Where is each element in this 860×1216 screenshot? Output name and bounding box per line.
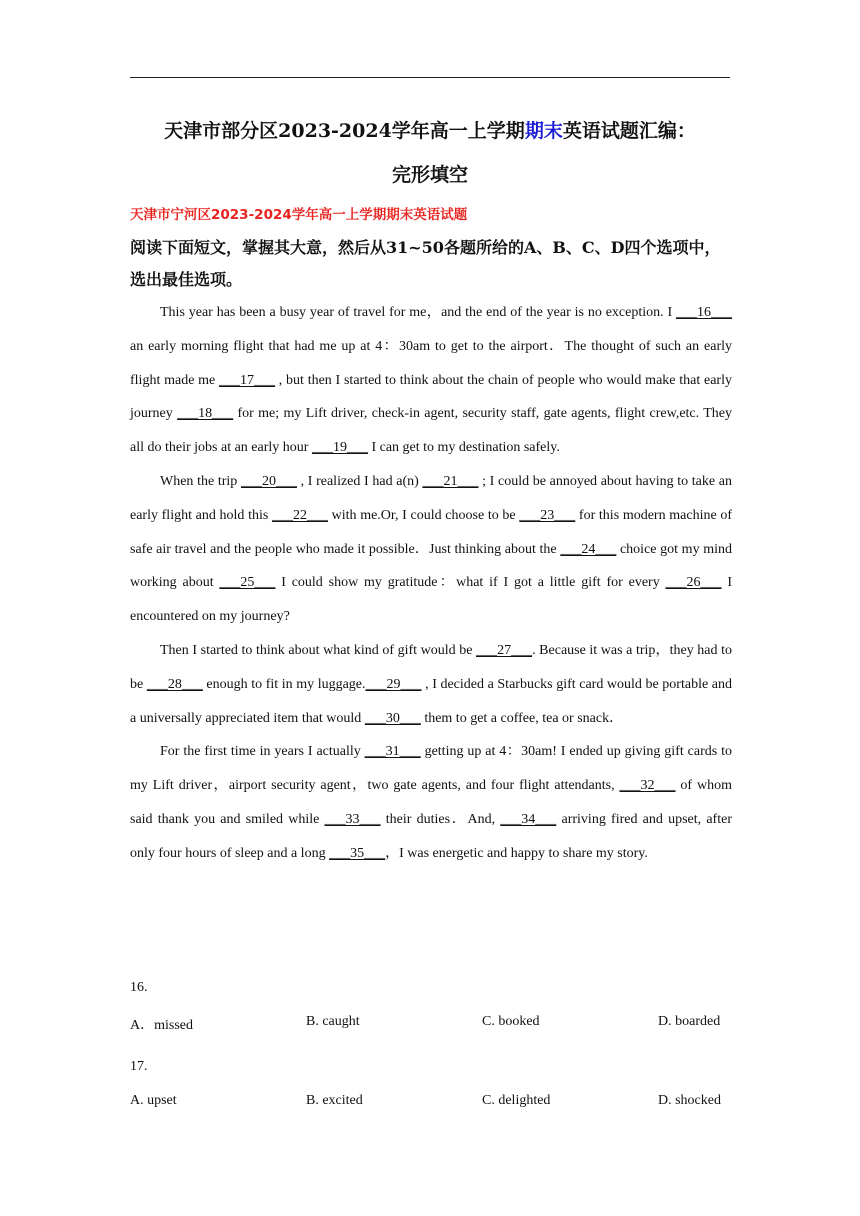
passage-text: Then I started to think about what kind of gift would be <box>160 642 477 658</box>
blank-20: ___20___ <box>240 473 297 489</box>
passage-text: enough to fit in my luggage. <box>202 676 366 692</box>
passage-text: getting up at 4：30am! I ended up giving gift cards to my Lift driver，airport security agent，two gate agents, and four flight attendants, <box>130 744 732 794</box>
cloze-passage <box>130 296 732 871</box>
blank-32: ___32___ <box>619 778 676 794</box>
blank-18: ___18___ <box>177 406 234 422</box>
passage-text: their duties．And, <box>380 811 501 827</box>
question-17-number: 17. <box>130 1059 148 1074</box>
title-highlight-link[interactable]: 期末 <box>524 120 563 142</box>
passage-text: I can get to my destination safely. <box>367 440 560 456</box>
blank-25: ___25___ <box>219 575 276 591</box>
blank-22: ___22___ <box>271 507 328 523</box>
option-a[interactable]: A. upset <box>130 1093 177 1108</box>
blank-35: ___35___ <box>329 845 386 861</box>
passage-text: them to get a coffee, tea or snack． <box>420 710 624 726</box>
blank-24: ___24___ <box>560 541 617 557</box>
document-title <box>130 116 730 143</box>
document-title-line2: 完形填空 <box>391 164 468 186</box>
question-16-number: 16. <box>130 980 148 995</box>
passage-text: , I realized I had a(n) <box>296 473 423 489</box>
passage-text: with me.Or, I could choose to be <box>327 507 520 523</box>
header-rule <box>130 77 730 78</box>
passage-text: for this modern machine of safe air travel and the people who made it possible．Just thinking about the <box>130 507 732 557</box>
blank-28: ___28___ <box>146 676 203 692</box>
passage-text: . Because it was a trip，they had to be <box>130 642 732 692</box>
option-d[interactable]: D. boarded <box>658 1014 721 1029</box>
passage-paragraph-2 <box>130 465 732 634</box>
section-title: 天津市宁河区2023-2024学年高一上学期期末英语试题 <box>130 207 468 223</box>
passage-text: I could show my gratitude：what if I got a little gift for every <box>275 575 666 591</box>
blank-16: ___16___ <box>676 305 732 320</box>
passage-text: , I decided a Starbucks gift card would be portable and a universally appreciated item that would <box>130 676 732 726</box>
option-b[interactable]: B. excited <box>306 1093 363 1108</box>
blank-17: ___17___ <box>219 372 276 388</box>
blank-23: ___23___ <box>519 507 576 523</box>
blank-27: ___27___ <box>476 642 533 658</box>
passage-paragraph-4 <box>130 735 732 870</box>
passage-text: ，I was energetic and happy to share my story. <box>385 845 648 861</box>
passage-text: for me; my Lift driver, check-in agent, security staff, gate agents, flight crew,etc. They all do their jobs at an early hour <box>130 406 733 456</box>
passage-text: ; I could be annoyed about having to take an early flight and hold this <box>130 473 732 523</box>
blank-31: ___31___ <box>364 744 421 760</box>
passage-text: For the first time in years I actually <box>160 744 365 760</box>
option-d[interactable]: D. shocked <box>658 1093 721 1108</box>
passage-text: When the trip <box>160 473 241 489</box>
passage-text: , but then I started to think about the chain of people who would make that early journey <box>130 372 732 422</box>
blank-30: ___30___ <box>364 710 421 726</box>
instruction-text: 阅读下面短文，掌握其大意，然后从31~50各题所给的A、B、C、D四个选项中，选出最佳选项。 <box>130 238 721 289</box>
blank-29: ___29___ <box>365 676 422 692</box>
title-part2: 英语试题汇编： <box>562 120 696 142</box>
passage-paragraph-3 <box>130 634 732 735</box>
passage-text: This year has been a busy year of travel for me，and the end of the year is no exception. I <box>160 305 676 320</box>
blank-33: ___33___ <box>324 811 381 827</box>
passage-text: of whom said thank you and smiled while <box>130 778 732 827</box>
blank-19: ___19___ <box>311 440 368 456</box>
passage-text: I encountered on my journey? <box>130 575 732 625</box>
option-a[interactable]: A．missed <box>130 1018 193 1033</box>
question-17-options <box>130 1093 730 1113</box>
option-c[interactable]: C. booked <box>482 1014 540 1029</box>
blank-21: ___21___ <box>422 473 479 489</box>
passage-text: an early morning flight that had me up at 4：30am to get to the airport．The thought of such an early flight made me <box>130 338 732 388</box>
passage-text: choice got my mind working about <box>130 541 732 591</box>
option-c[interactable]: C. delighted <box>482 1093 551 1108</box>
question-16-options <box>130 1014 730 1034</box>
title-part1: 天津市部分区2023-2024学年高一上学期 <box>164 120 525 142</box>
passage-paragraph-1 <box>130 296 732 465</box>
option-b[interactable]: B. caught <box>306 1014 360 1029</box>
blank-26: ___26___ <box>665 575 722 591</box>
blank-34: ___34___ <box>500 811 557 827</box>
passage-text: arriving fired and upset, after only four hours of sleep and a long <box>130 811 732 861</box>
